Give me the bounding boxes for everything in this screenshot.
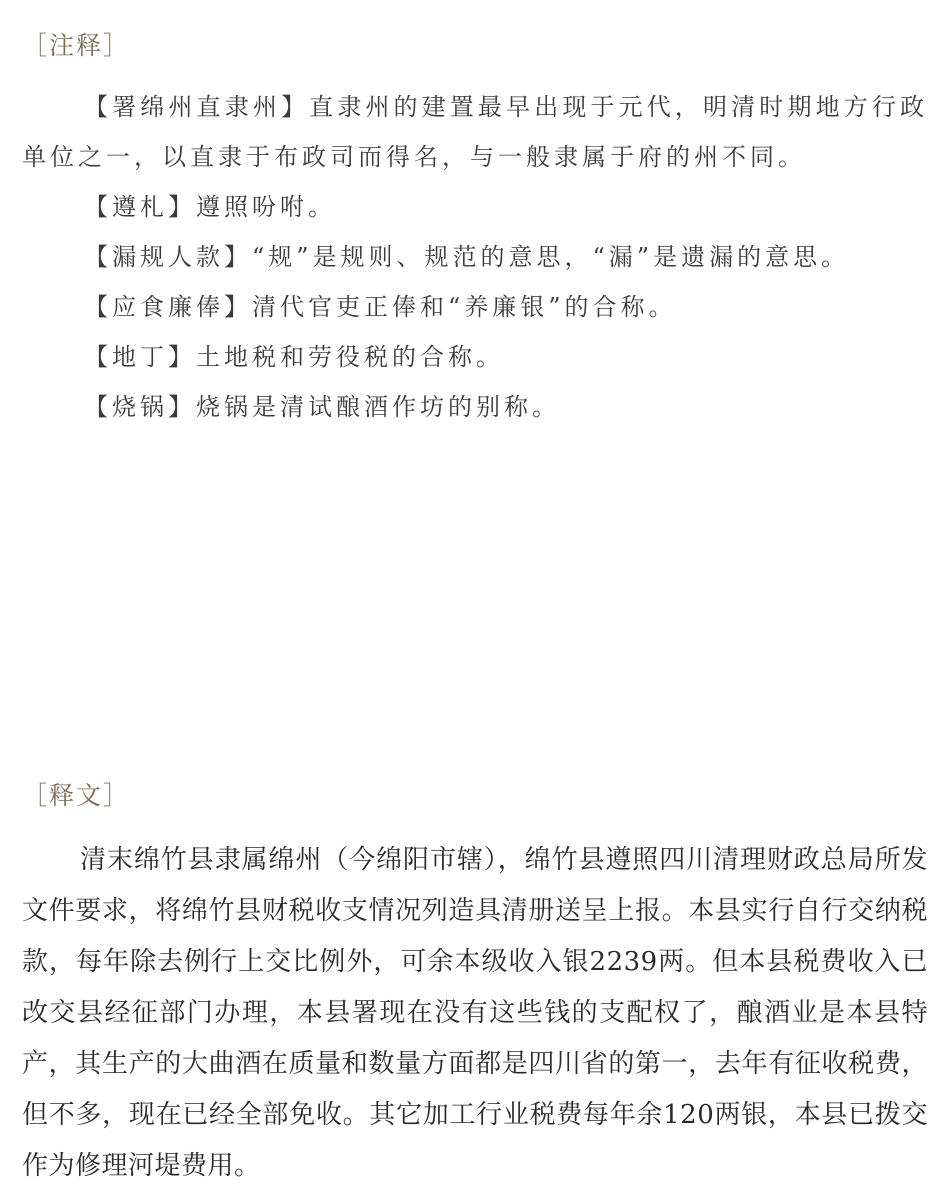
- notes-heading: ［注释］: [22, 31, 131, 60]
- note-item: 【署绵州直隶州】直隶州的建置最早出现于元代，明清时期地方行政单位之一，以直隶于布政司而得名，与一般隶属于府的州不同。: [22, 93, 928, 171]
- translation-paragraph: 清末绵竹县隶属绵州（今绵阳市辖），绵竹县遵照四川清理财政总局所发文件要求，将绵竹县财税收支情况列造具清册送呈上报。本县实行自行交纳税款，每年除去例行上交比例外，可余本级收入银2239两。但本县税费收入已改交县经征部门办理，本县署现在没有这些钱的支配权了，酿酒业是本县特产，其生产的大曲酒在质量和数量方面都是四川省的第一，去年有征收税费，但不多，现在已经全部免收。其它加工行业税费每年余120两银，本县已拨交作为修理河堤费用。: [22, 845, 928, 1181]
- translation-heading: ［释文］: [22, 781, 131, 810]
- note-item: 【地丁】土地税和劳役税的合称。: [84, 343, 504, 371]
- notes-section: [22, 82, 928, 432]
- note-item: 【应食廉俸】清代官吏正俸和“养廉银”的合称。: [84, 293, 677, 321]
- note-item: 【烧锅】烧锅是清试酿酒作坊的别称。: [84, 393, 560, 421]
- note-item: 【漏规人款】“规”是规则、规范的意思，“漏”是遗漏的意思。: [84, 243, 850, 271]
- translation-section: [22, 835, 928, 1192]
- note-item: 【遵札】遵照吩咐。: [84, 193, 336, 221]
